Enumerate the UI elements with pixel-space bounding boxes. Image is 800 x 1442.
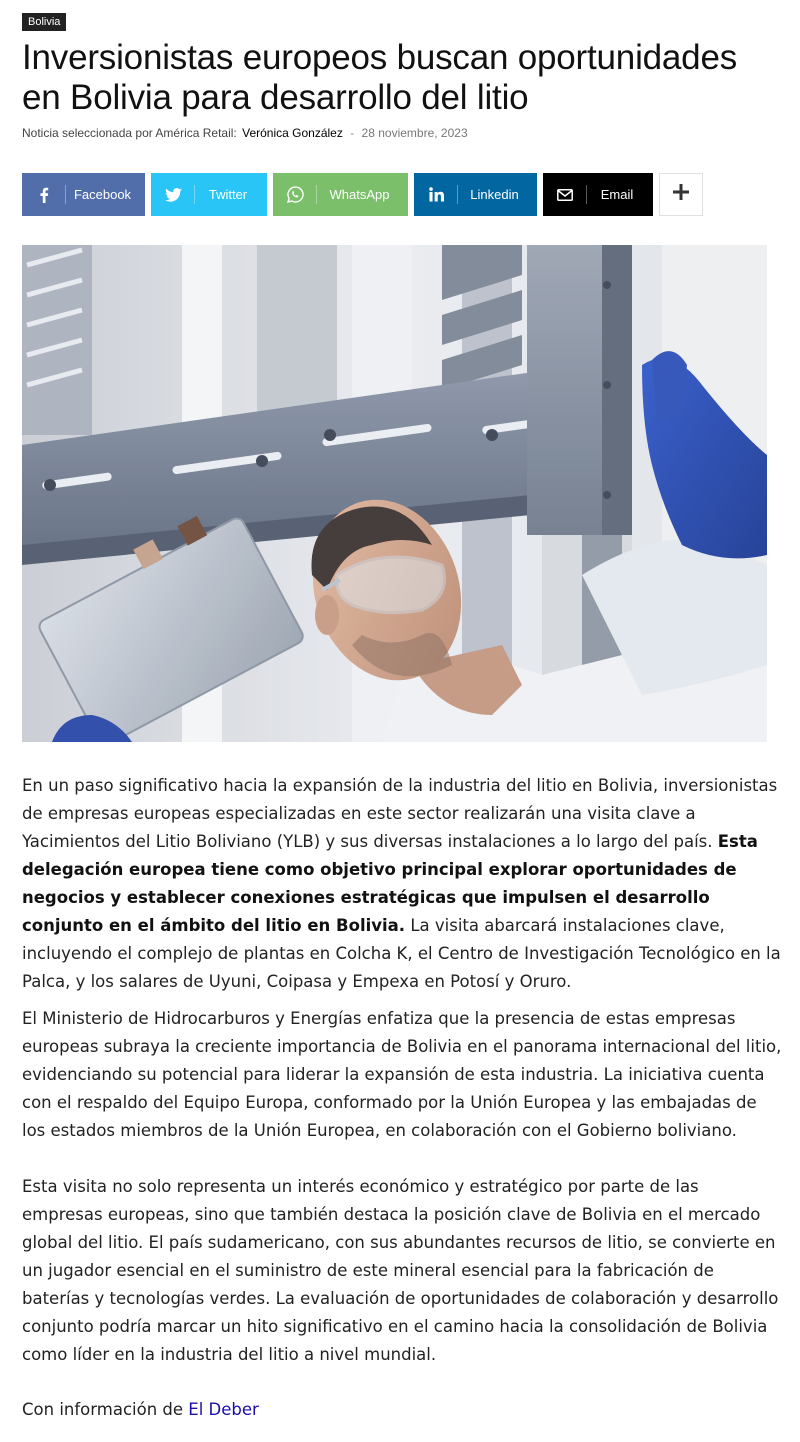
publish-date: 28 noviembre, 2023	[361, 126, 468, 140]
whatsapp-share-button[interactable]	[273, 173, 408, 216]
researcher-lithium-battery-photo	[22, 245, 767, 742]
paragraph-1-text-b: La visita abarcará instalaciones clave, incluyendo el complejo de plantas en Colcha K, el Centro de Investigación Tecnológico en la Palca, y los salares de Uyuni, Coipasa y Empexa en Potosí y Oruro.	[22, 916, 781, 991]
linkedin-icon	[414, 173, 458, 216]
paragraph-3: Esta visita no solo representa un interés económico y estratégico por parte de las empresas europeas, sino que también destaca la posición clave de Bolivia en el mercado global del litio. El país sudamericano, con sus abundantes recursos de litio, se convierte en un jugador esencial en el suministro de este mineral esencial para la fabricación de baterías y tecnologías verdes. La evaluación de oportunidades de colaboración y desarrollo conjunto podría marcar un hito significativo en el camino hacia la consolidación de Bolivia como líder en la industria del litio a nivel mundial.	[22, 1177, 779, 1364]
category-tag[interactable]: Bolivia	[22, 13, 66, 31]
source-prefix: Con información de	[22, 1400, 189, 1419]
linkedin-label: Linkedin	[470, 187, 519, 202]
twitter-label: Twitter	[208, 187, 248, 202]
whatsapp-label: WhatsApp	[329, 187, 390, 202]
share-bar	[22, 173, 703, 216]
paragraph-2: El Ministerio de Hidrocarburos y Energías enfatiza que la presencia de estas empresas europeas subraya la creciente importancia de Bolivia en el panorama internacional del litio, evidenciando su potencial para liderar la expansión de esta industria. La iniciativa cuenta con el respaldo del Equipo Europa, conformado por la Unión Europea y las embajadas de los estados miembros de la Unión Europea, en colaboración con el Gobierno boliviano.	[22, 1009, 782, 1140]
facebook-icon	[22, 173, 66, 216]
paragraph-1-bold: Esta delegación europea tiene como objetivo principal explorar oportunidades de negocios y establecer conexiones estratégicas que impulsen el desarrollo conjunto en el ámbito del litio en Bolivia.	[22, 832, 758, 935]
facebook-label: Facebook	[73, 187, 132, 202]
hero-image	[22, 245, 767, 742]
source-line	[22, 1396, 782, 1424]
paragraph-1	[22, 772, 782, 996]
article-meta	[22, 126, 468, 140]
envelope-icon	[543, 173, 587, 216]
twitter-icon	[151, 173, 195, 216]
linkedin-share-button[interactable]	[414, 173, 537, 216]
plus-icon	[673, 184, 689, 205]
article-title: Inversionistas europeos buscan oportunidades en Bolivia para desarrollo del litio	[22, 38, 738, 117]
meta-prefix: Noticia seleccionada por América Retail:	[22, 126, 237, 140]
whatsapp-icon	[273, 173, 317, 216]
facebook-share-button[interactable]	[22, 173, 145, 216]
more-share-button[interactable]	[659, 173, 703, 216]
source-link[interactable]: El Deber	[188, 1400, 259, 1419]
email-share-button[interactable]	[543, 173, 653, 216]
author-link[interactable]: Verónica González	[242, 126, 343, 140]
twitter-share-button[interactable]	[151, 173, 267, 216]
paragraph-1-text-a: En un paso significativo hacia la expansión de la industria del litio en Bolivia, inversionistas de empresas europeas especializadas en este sector realizarán una visita clave a Yacimientos del Litio Boliviano (YLB) y sus diversas instalaciones a lo largo del país.	[22, 776, 778, 851]
meta-separator: -	[350, 126, 355, 140]
email-label: Email	[600, 187, 634, 202]
